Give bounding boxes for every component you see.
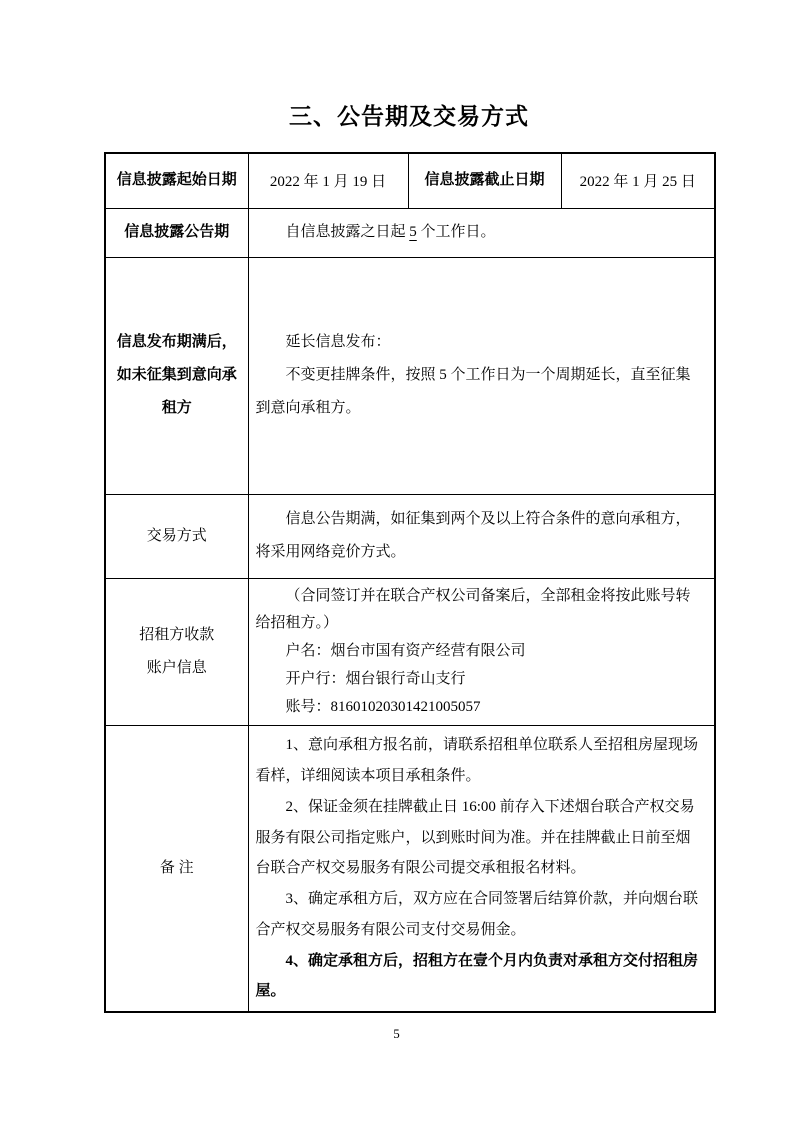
disclosure-end-date: 2022 年 1 月 25 日 [561,153,715,208]
table-row [105,726,715,1012]
announcement-period-value [248,208,715,257]
trade-method-value [248,494,715,578]
table-row [105,578,715,726]
announcement-period-label: 信息披露公告期 [105,208,248,257]
disclosure-end-label: 信息披露截止日期 [408,153,561,208]
remark-item-2: 2、保证金须在挂牌截止日 16:00 前存入下述烟台联合产权交易服务有限公司指定账户，以到账时间为准。并在挂牌截止日前至烟台联合产权交易服务有限公司提交承租报名材料。 [255,798,695,877]
table-row [105,153,715,208]
announcement-period-text-after: 个工作日。 [416,224,496,240]
remark-item-4: 4、确定承租方后，招租方在壹个月内负责对承租方交付招租房屋。 [255,952,699,1000]
account-holder-para: 户名：烟台市国有资产经营有限公司 [285,643,526,659]
extension-para1: 延长信息发布： [285,334,391,350]
announcement-period-text-before: 自信息披露之日起 [285,224,410,240]
remarks-label: 备 注 [105,726,248,1012]
extension-label: 信息发布期满后，如未征集到意向承租方 [105,257,248,494]
remark-item-3: 3、确定承租方后，双方应在合同签署后结算价款，并向烟台联合产权交易服务有限公司支付交易佣金。 [255,891,699,938]
announcement-table [104,152,716,1013]
page-title: 三、公告期及交易方式 [289,104,529,129]
account-info-label [105,578,248,726]
page-number: 5 [393,1026,400,1041]
account-info-label-line1: 招租方收款 [139,626,215,643]
table-row [105,208,715,257]
table-row [105,257,715,494]
remark-item-1: 1、意向承租方报名前，请联系招租单位联系人至招租房屋现场看样，详细阅读本项目承租条件。 [255,737,699,784]
extension-para2: 不变更挂牌条件，按照 5 个工作日为一个周期延长，直至征集到意向承租方。 [255,367,691,416]
remarks-value [248,726,715,1012]
account-number-para: 账号：81601020301421005057 [285,698,481,715]
trade-method-para: 信息公告期满，如征集到两个及以上符合条件的意向承租方，将采用网络竞价方式。 [255,511,691,560]
announcement-period-days: 5 [409,224,417,240]
account-note-para: （合同签订并在联合产权公司备案后，全部租金将按此账号转给招租方。） [255,587,691,632]
disclosure-start-label: 信息披露起始日期 [105,153,248,208]
disclosure-start-date: 2022 年 1 月 19 日 [248,153,408,208]
trade-method-label: 交易方式 [105,494,248,578]
account-info-value [248,578,715,726]
extension-value [248,257,715,494]
account-info-label-line2: 账户信息 [146,659,207,676]
table-row [105,494,715,578]
bank-branch-para: 开户行：烟台银行奇山支行 [285,670,466,687]
